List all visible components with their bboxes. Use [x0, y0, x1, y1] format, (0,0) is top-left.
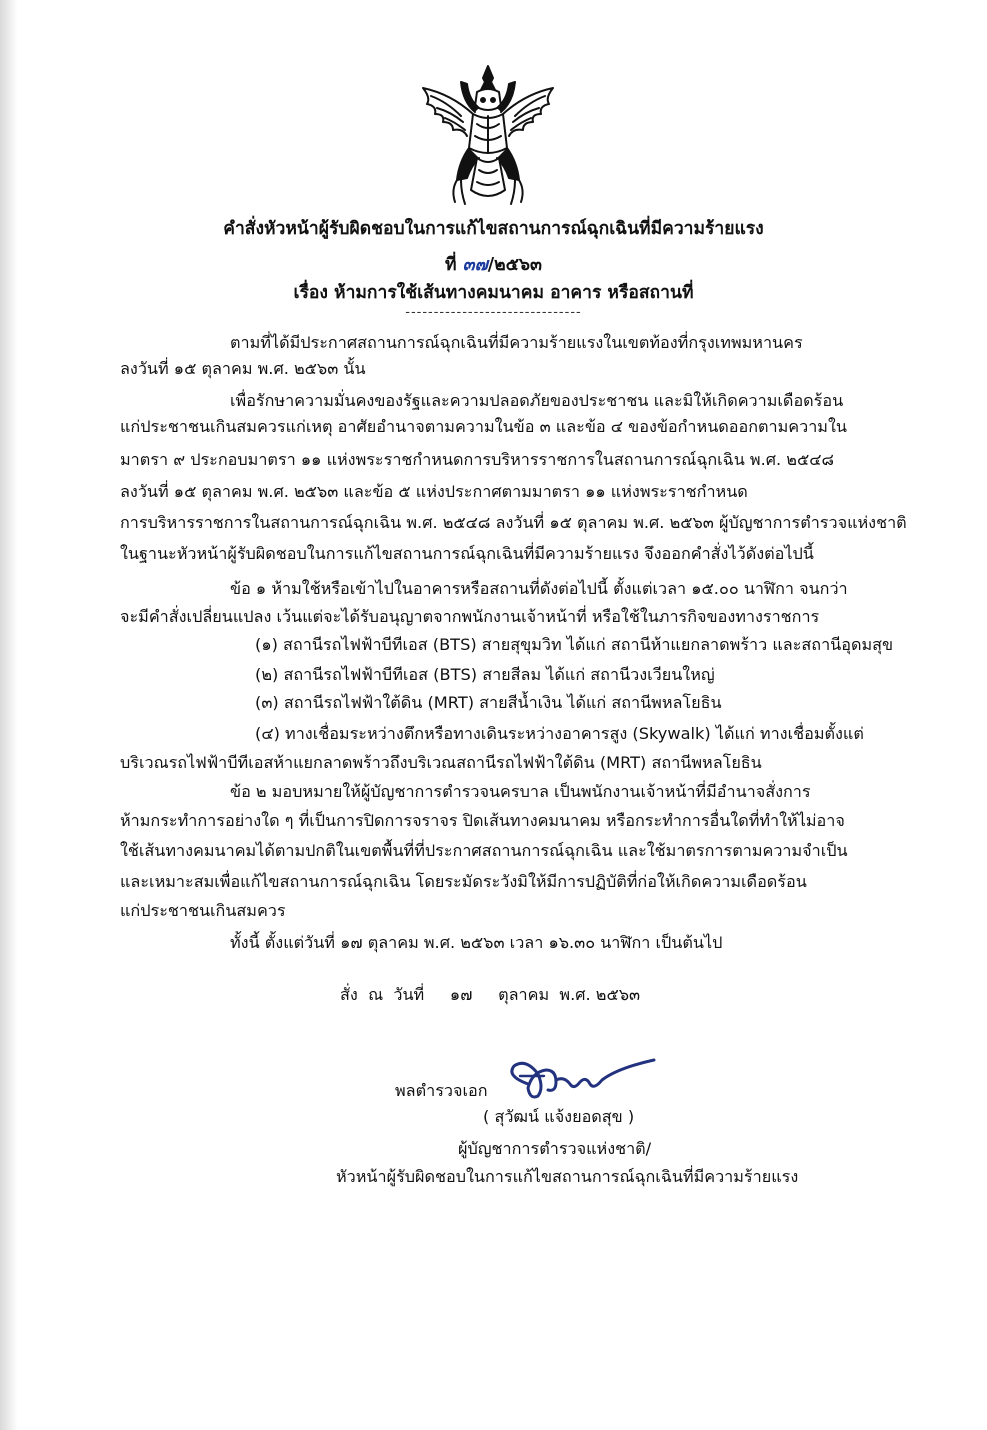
body-line: ข้อ ๑ ห้ามใช้หรือเข้าไปในอาคารหรือสถานที่ดังต่อไปนี้ ตั้งแต่เวลา ๑๕.๐๐ นาฬิกา จนกว่า [230, 579, 848, 598]
order-number [0, 250, 987, 278]
body-line: มาตรา ๙ ประกอบมาตรา ๑๑ แห่งพระราชกำหนดการบริหารราชการในสถานการณ์ฉุกเฉิน พ.ศ. ๒๕๔๘ [120, 450, 834, 469]
order-number-handwritten: ๓๗ [462, 255, 488, 275]
header-separator: ------------------------------- [405, 305, 582, 320]
body-line: ห้ามกระทำการอย่างใด ๆ ที่เป็นการปิดการจราจร ปิดเส้นทางคมนาคม หรือกระทำการอื่นใดที่ทำให้ไม่อาจ [120, 811, 845, 830]
body-line: แก่ประชาชนเกินสมควร [120, 901, 286, 920]
list-item: บริเวณรถไฟฟ้าบีทีเอสห้าแยกลาดพร้าวถึงบริเวณสถานีรถไฟฟ้าใต้ดิน (MRT) สถานีพหลโยธิน [120, 753, 762, 772]
garuda-emblem-icon [417, 62, 559, 210]
signer-rank: พลตำรวจเอก [395, 1081, 488, 1100]
handwritten-signature [498, 1054, 658, 1102]
body-line: ในฐานะหัวหน้าผู้รับผิดชอบในการแก้ไขสถานการณ์ฉุกเฉินที่มีความร้ายแรง จึงออกคำสั่งไว้ดังต่อไปนี้ [120, 544, 814, 563]
body-line: ตามที่ได้มีประกาศสถานการณ์ฉุกเฉินที่มีความร้ายแรงในเขตท้องที่กรุงเทพมหานคร [230, 333, 803, 352]
signer-name: ( สุวัฒน์ แจ้งยอดสุข ) [483, 1107, 635, 1126]
list-item: (๔) ทางเชื่อมระหว่างตึกหรือทางเดินระหว่างอาคารสูง (Skywalk) ได้แก่ ทางเชื่อมตั้งแต่ [255, 724, 864, 743]
body-line: ใช้เส้นทางคมนาคมได้ตามปกติในเขตพื้นที่ที่ประกาศสถานการณ์ฉุกเฉิน และใช้มาตรการตามความจำเป็น [120, 841, 848, 860]
body-line: ลงวันที่ ๑๕ ตุลาคม พ.ศ. ๒๕๖๓ นั้น [120, 359, 366, 378]
signer-position-2: หัวหน้าผู้รับผิดชอบในการแก้ไขสถานการณ์ฉุกเฉินที่มีความร้ายแรง [336, 1167, 799, 1186]
body-line: ข้อ ๒ มอบหมายให้ผู้บัญชาการตำรวจนครบาล เป็นพนักงานเจ้าหน้าที่มีอำนาจสั่งการ [230, 782, 811, 801]
order-date: สั่ง ณ วันที่ ๑๗ ตุลาคม พ.ศ. ๒๕๖๓ [340, 985, 641, 1004]
list-item: (๒) สถานีรถไฟฟ้าบีทีเอส (BTS) สายสีลม ได้แก่ สถานีวงเวียนใหญ่ [255, 665, 715, 684]
list-item: (๑) สถานีรถไฟฟ้าบีทีเอส (BTS) สายสุขุมวิท ได้แก่ สถานีห้าแยกลาดพร้าว และสถานีอุดมสุข [255, 635, 894, 654]
body-line: จะมีคำสั่งเปลี่ยนแปลง เว้นแต่จะได้รับอนุญาตจากพนักงานเจ้าหน้าที่ หรือใช้ในภารกิจของทางราชการ [120, 607, 820, 626]
order-number-prefix: ที่ [444, 255, 457, 275]
body-line: ลงวันที่ ๑๕ ตุลาคม พ.ศ. ๒๕๖๓ และข้อ ๕ แห่งประกาศตามมาตรา ๑๑ แห่งพระราชกำหนด [120, 482, 748, 501]
body-line: การบริหารราชการในสถานการณ์ฉุกเฉิน พ.ศ. ๒๕๔๘ ลงวันที่ ๑๕ ตุลาคม พ.ศ. ๒๕๖๓ ผู้บัญชาการตำรวจแห่งชาติ [120, 513, 907, 532]
effective-date-line: ทั้งนี้ ตั้งแต่วันที่ ๑๗ ตุลาคม พ.ศ. ๒๕๖๓ เวลา ๑๖.๓๐ นาฬิกา เป็นต้นไป [230, 933, 723, 952]
order-number-suffix: /๒๕๖๓ [487, 255, 542, 275]
document-subject: เรื่อง ห้ามการใช้เส้นทางคมนาคม อาคาร หรือสถานที่ [293, 283, 694, 303]
body-line: เพื่อรักษาความมั่นคงของรัฐและความปลอดภัยของประชาชน และมิให้เกิดความเดือดร้อน [230, 391, 844, 410]
signer-position: ผู้บัญชาการตำรวจแห่งชาติ/ [458, 1139, 652, 1158]
document-title: คำสั่งหัวหน้าผู้รับผิดชอบในการแก้ไขสถานการณ์ฉุกเฉินที่มีความร้ายแรง [223, 219, 764, 239]
body-line: แก่ประชาชนเกินสมควรแก่เหตุ อาศัยอำนาจตามความในข้อ ๓ และข้อ ๔ ของข้อกำหนดออกตามความใน [120, 417, 847, 436]
list-item: (๓) สถานีรถไฟฟ้าใต้ดิน (MRT) สายสีน้ำเงิน ได้แก่ สถานีพหลโยธิน [255, 693, 722, 712]
body-line: และเหมาะสมเพื่อแก้ไขสถานการณ์ฉุกเฉิน โดยระมัดระวังมิให้มีการปฏิบัติที่ก่อให้เกิดความเดือดร้อน [120, 872, 807, 891]
